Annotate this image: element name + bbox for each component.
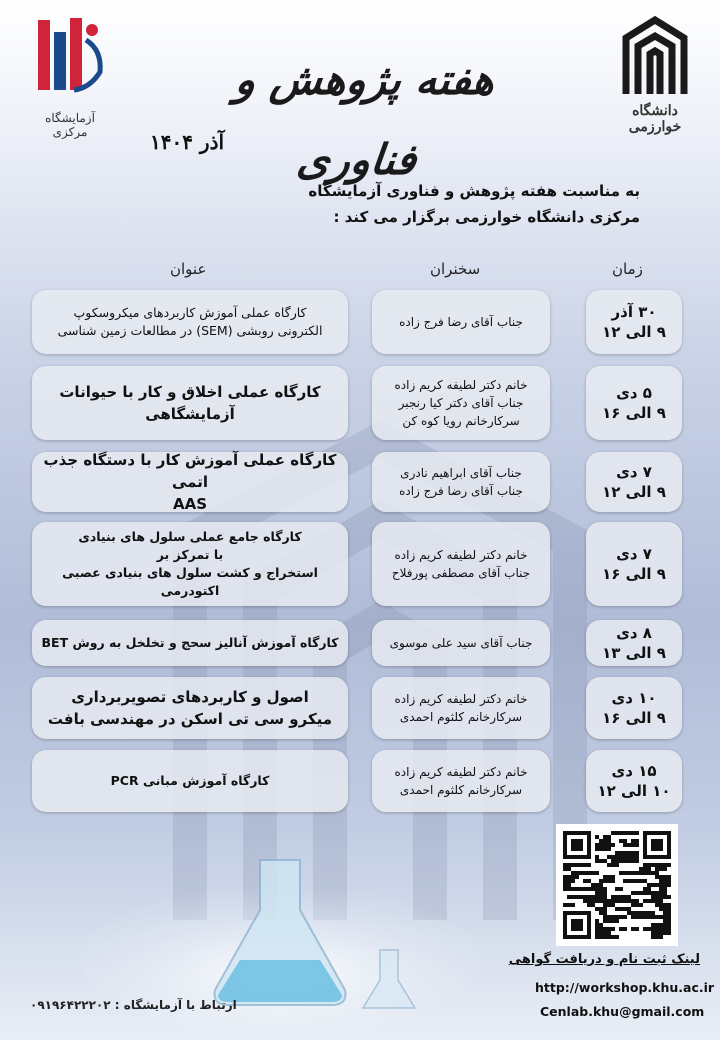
event-title-cell (32, 522, 348, 606)
event-speaker-cell (372, 452, 550, 512)
kharazmi-emblem-icon (620, 12, 690, 97)
column-header-speaker: سخنران (430, 260, 481, 278)
intro-text (200, 178, 640, 230)
event-time-cell-line: ۱۰ دی (611, 689, 657, 707)
event-time-cell (586, 452, 682, 512)
event-time-cell (586, 750, 682, 812)
event-time-cell-line: ۹ الی ۱۲ (602, 483, 666, 501)
contact-email-link[interactable]: Cenlab.khu@gmail.com (540, 1004, 705, 1019)
event-speaker-cell (372, 750, 550, 812)
event-speaker-cell-line: جناب آقای سید علی موسوی (389, 636, 533, 650)
event-title-cell-line: اصول و کاربردهای تصویربرداری (71, 688, 309, 706)
workshop-url-link[interactable]: http://workshop.khu.ac.ir (535, 980, 715, 995)
central-lab-logo (30, 10, 110, 139)
event-time-cell-line: ۹ الی ۱۶ (602, 565, 666, 583)
event-title-cell-line: آزمایشگاهی (145, 405, 235, 423)
event-title-cell-line: الکترونی روبشی (SEM) در مطالعات زمین شناسی (57, 323, 323, 338)
column-header-title: عنوان (170, 260, 207, 278)
event-speaker-cell-line: سرکارخانم کلثوم احمدی (399, 710, 523, 724)
event-speaker-cell (372, 677, 550, 739)
central-lab-caption: آزمایشگاه مرکزی (45, 111, 95, 139)
event-speaker-cell-line: جناب آقای دکتر کیا رنجبر (398, 396, 524, 410)
event-time-cell-line: ۹ الی ۱۶ (602, 709, 666, 727)
event-title-cell-line: استخراج و کشت سلول های بنیادی عصبی اکتودرمی (62, 565, 318, 598)
event-title-cell-line: کارگاه آموزش آنالیز سحج و تخلخل به روش BET (41, 635, 339, 650)
event-time-cell-line: ۹ الی ۱۶ (602, 404, 666, 422)
lab-contact-phone: ارتباط با آزمایشگاه : ۰۹۱۹۶۴۲۲۲۰۲ (30, 998, 237, 1012)
kharazmi-caption: دانشگاه خوارزمی (628, 103, 682, 135)
event-time-cell-line: ۱۵ دی (611, 762, 657, 780)
event-time-cell (586, 620, 682, 666)
event-time-cell (586, 522, 682, 606)
event-title-cell-line: میکرو سی تی اسکن در مهندسی بافت (47, 710, 333, 728)
event-speaker-cell-line: جناب آقای رضا فرج زاده (399, 484, 523, 498)
event-speaker-cell-line: سرکارخانم کلثوم احمدی (399, 783, 523, 797)
central-lab-emblem-icon (30, 10, 110, 105)
event-time-cell-line: ۸ دی (616, 624, 652, 642)
event-title-cell-line: کارگاه جامع عملی سلول های بنیادی (78, 529, 302, 544)
event-speaker-cell (372, 620, 550, 666)
event-time-cell-line: ۵ دی (616, 384, 652, 402)
event-date-heading: آذر ۱۴۰۴ (150, 130, 225, 154)
event-speaker-cell (372, 522, 550, 606)
event-title-cell (32, 366, 348, 440)
kharazmi-university-logo (610, 12, 700, 135)
event-title-cell (32, 620, 348, 666)
event-speaker-cell-line: خانم دکتر لطیفه کریم زاده (394, 765, 528, 779)
event-time-cell-line: ۳۰ آذر (611, 303, 657, 321)
event-time-cell-line: ۹ الی ۱۲ (602, 323, 666, 341)
registration-link-label[interactable]: لینک ثبت نام و دریافت گواهی (508, 952, 700, 967)
event-time-cell (586, 677, 682, 739)
event-speaker-cell (372, 290, 550, 354)
event-title-cell-line: کارگاه عملی اخلاق و کار با حیوانات (59, 383, 321, 401)
event-time-cell-line: ۷ دی (616, 463, 652, 481)
event-speaker-cell-line: سرکارخانم رویا کوه کن (402, 414, 520, 428)
event-title-cell-line: کارگاه آموزش مبانی PCR (110, 773, 270, 788)
event-time-cell-line: ۷ دی (616, 545, 652, 563)
page-title: هفته پژوهش و فناوری (232, 55, 498, 184)
event-speaker-cell-line: جناب آقای مصطفی پورفلاح (391, 566, 531, 580)
event-speaker-cell (372, 366, 550, 440)
intro-line-2: مرکزی دانشگاه خوارزمی برگزار می کند : (333, 208, 640, 226)
event-title-cell-line: کارگاه عملی آموزش کاربردهای میکروسکوپ (73, 305, 307, 320)
event-title-cell-line: کارگاه عملی آموزش کار با دستگاه جذب اتمی (43, 451, 337, 491)
event-time-cell-line: ۱۰ الی ۱۲ (597, 782, 671, 800)
event-speaker-cell-line: جناب آقای ابراهیم نادری (400, 466, 522, 480)
event-speaker-cell-line: جناب آقای رضا فرج زاده (399, 315, 523, 329)
event-title-cell (32, 452, 348, 512)
column-header-time: زمان (612, 260, 643, 278)
event-time-cell (586, 290, 682, 354)
intro-line-1: به مناسبت هفته پژوهش و فناوری آزمایشگاه (308, 182, 640, 200)
event-title-cell-line: با تمرکز بر (156, 547, 224, 562)
event-speaker-cell-line: خانم دکتر لطیفه کریم زاده (394, 378, 528, 392)
event-time-cell-line: ۹ الی ۱۳ (602, 644, 666, 662)
event-title-cell-line: AAS (172, 495, 208, 513)
event-time-cell (586, 366, 682, 440)
event-speaker-cell-line: خانم دکتر لطیفه کریم زاده (394, 548, 528, 562)
event-speaker-cell-line: خانم دکتر لطیفه کریم زاده (394, 692, 528, 706)
event-title-cell (32, 677, 348, 739)
event-title-cell (32, 750, 348, 812)
registration-qr-code[interactable] (556, 824, 678, 946)
event-title-cell (32, 290, 348, 354)
